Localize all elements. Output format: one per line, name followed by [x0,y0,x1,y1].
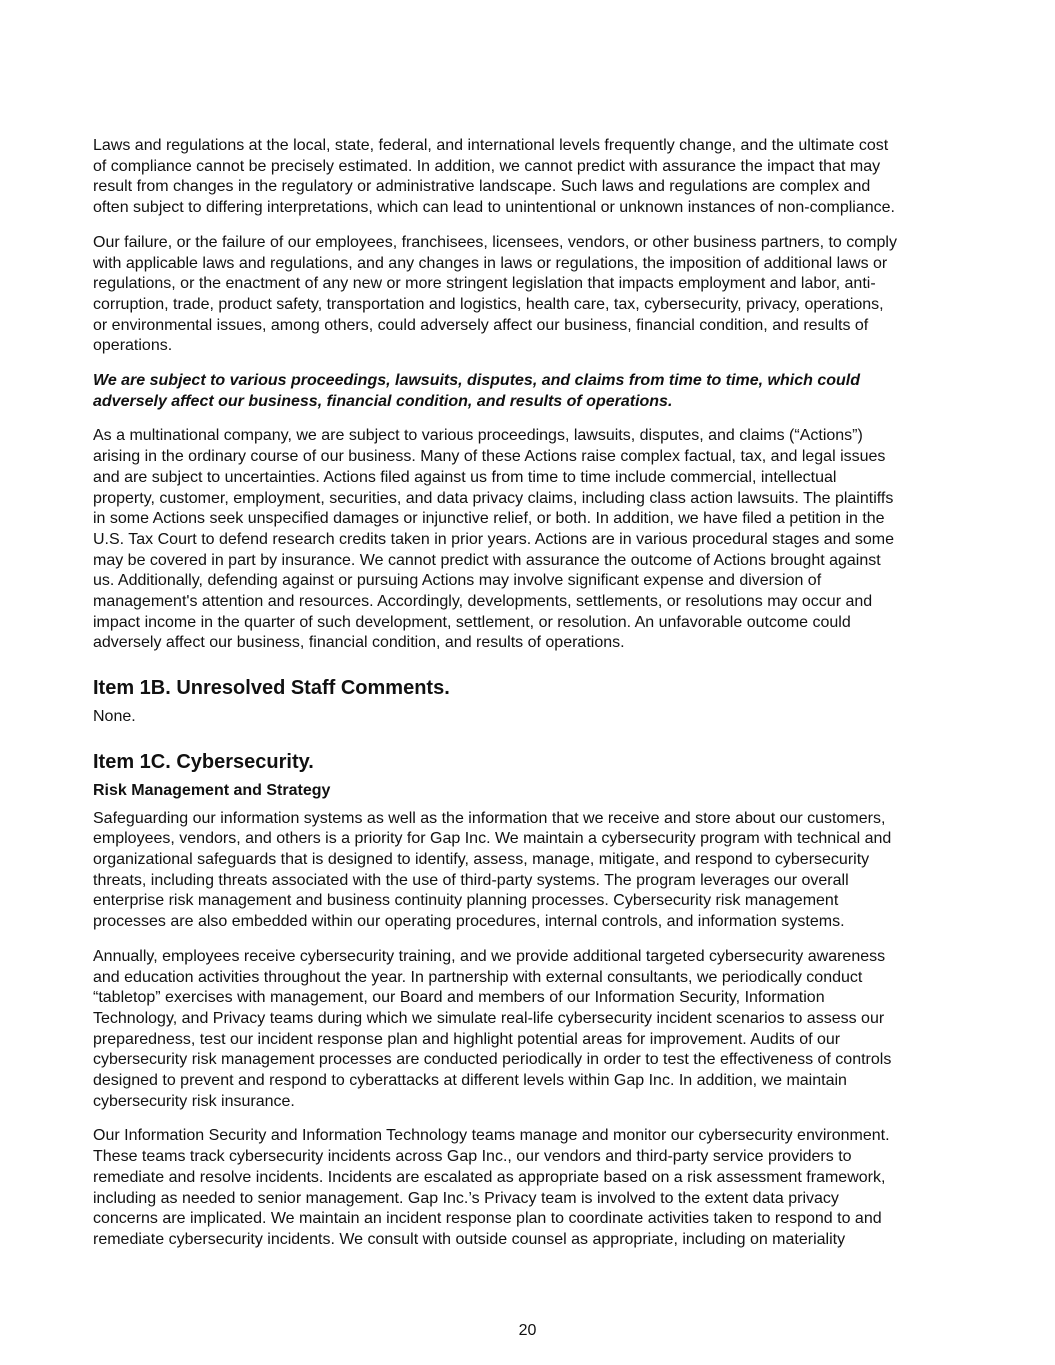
text-line: management's attention and resources. Accordingly, developments, settlements, or resolutions may occur and [93,593,873,611]
paragraph [93,426,993,654]
text-line: of compliance cannot be precisely estimated. In addition, we cannot predict with assurance the impact that may [93,157,881,175]
page-number: 20 [518,1322,537,1339]
text-line: us. Additionally, defending against or pursuing Actions may involve significant expense and diversion of [93,572,822,590]
text-line: cybersecurity risk management processes are conducted periodically in order to test the effectiveness of controls [93,1051,892,1069]
text-line: organizational safeguards that is designed to identify, assess, manage, mitigate, and respond to cybersecurity [93,850,870,868]
text-line: regulations, or the enactment of any new or more stringent legislation that impacts employment and labor, anti- [93,275,876,293]
text-line: may be covered in part by insurance. We cannot predict with assurance the outcome of Actions brought against [93,551,881,569]
text-line: employees, vendors, and others is a priority for Gap Inc. We maintain a cybersecurity program with technical and [93,830,892,848]
text-line: with applicable laws and regulations, and any changes in laws or regulations, the imposition of additional laws or [93,254,888,272]
paragraph [93,947,993,1113]
document-body [93,136,993,1265]
text-line: As a multinational company, we are subject to various proceedings, lawsuits, disputes, and claims (“Actions”) [93,427,863,445]
paragraph [93,136,993,219]
text-line: including as needed to senior management. Gap Inc.’s Privacy team is involved to the extent data privacy [93,1189,839,1207]
text-line: threats, including threats associated with the use of third-party systems. The program leverages our overall [93,871,849,889]
section-heading: Item 1B. Unresolved Staff Comments. [93,677,450,700]
text-line: Annually, employees receive cybersecurity training, and we provide additional targeted cybersecurity awareness [93,947,886,965]
text-line: often subject to differing interpretations, which can lead to unintentional or unknown instances of non-compliance. [93,199,895,217]
text-line: in some Actions seek unspecified damages or injunctive relief, or both. In addition, we have filed a petition in the [93,510,885,528]
text-line: result from changes in the regulatory or administrative landscape. Such laws and regulations are complex and [93,178,871,196]
paragraph [93,233,993,357]
text-line: adversely affect our business, financial condition, and results of operations. [93,634,625,652]
text-line: We are subject to various proceedings, lawsuits, disputes, and claims from time to time, which could [93,372,860,390]
text-line: and education activities throughout the year. In partnership with external consultants, we periodically conduct [93,968,863,986]
risk-factor-heading [93,371,993,412]
text-line: remediate and resolve incidents. Incidents are escalated as appropriate based on a risk assessment framework, [93,1168,886,1186]
paragraph [93,809,993,933]
paragraph [93,1126,993,1250]
text-line: Technology, and Privacy teams during which we simulate real-life cybersecurity incident scenarios to assess our [93,1009,885,1027]
text-line: preparedness, test our incident response plan and highlight potential areas for improvement. Audits of our [93,1030,841,1048]
text-line: “tabletop” exercises with management, our Board and members of our Information Security, Information [93,989,825,1007]
text-line: These teams track cybersecurity incidents across Gap Inc., our vendors and third-party service providers to [93,1148,852,1166]
text-line: corruption, trade, product safety, transportation and logistics, health care, tax, cybersecurity, privacy, operations, [93,295,884,313]
text-line: or environmental issues, among others, could adversely affect our business, financial condition, and results of [93,316,869,334]
text-line: Our Information Security and Information Technology teams manage and monitor our cybersecurity environment. [93,1127,890,1145]
text-line: Safeguarding our information systems as well as the information that we receive and store about our customers, [93,809,886,827]
text-line: U.S. Tax Court to defend research credits taken in prior years. Actions are in various procedural stages and some [93,530,894,548]
text-line: property, customer, employment, securities, and data privacy claims, including class action lawsuits. The plaintiffs [93,489,894,507]
text-line: operations. [93,337,173,355]
text-line: and are subject to uncertainties. Actions filed against us from time to time include commercial, intellectual [93,468,837,486]
text-line: designed to prevent and respond to cyberattacks at different levels within Gap Inc. In addition, we maintain [93,1072,847,1090]
text-line: adversely affect our business, financial condition, and results of operations. [93,392,673,410]
text-line: arising in the ordinary course of our business. Many of these Actions raise complex factual, tax, and legal issues [93,448,886,466]
text-line: Laws and regulations at the local, state, federal, and international levels frequently change, and the ultimate cost [93,137,889,154]
subsection-heading: Risk Management and Strategy [93,781,331,799]
text-line: concerns are implicated. We maintain an incident response plan to coordinate activities taken to respond to and [93,1210,882,1228]
text-line: None. [93,708,136,726]
text-line: cybersecurity risk insurance. [93,1092,295,1110]
text-line: Our failure, or the failure of our employees, franchisees, licensees, vendors, or other business partners, to comply [93,233,897,251]
paragraph [93,707,993,728]
text-line: impact income in the quarter of such development, settlement, or resolution. An unfavorable outcome could [93,613,851,631]
section-heading: Item 1C. Cybersecurity. [93,750,314,773]
text-line: enterprise risk management and business continuity planning processes. Cybersecurity risk management [93,892,839,910]
text-line: remediate cybersecurity incidents. We consult with outside counsel as appropriate, including on materiality [93,1230,846,1248]
text-line: processes are also embedded within our operating procedures, internal controls, and information systems. [93,913,845,931]
